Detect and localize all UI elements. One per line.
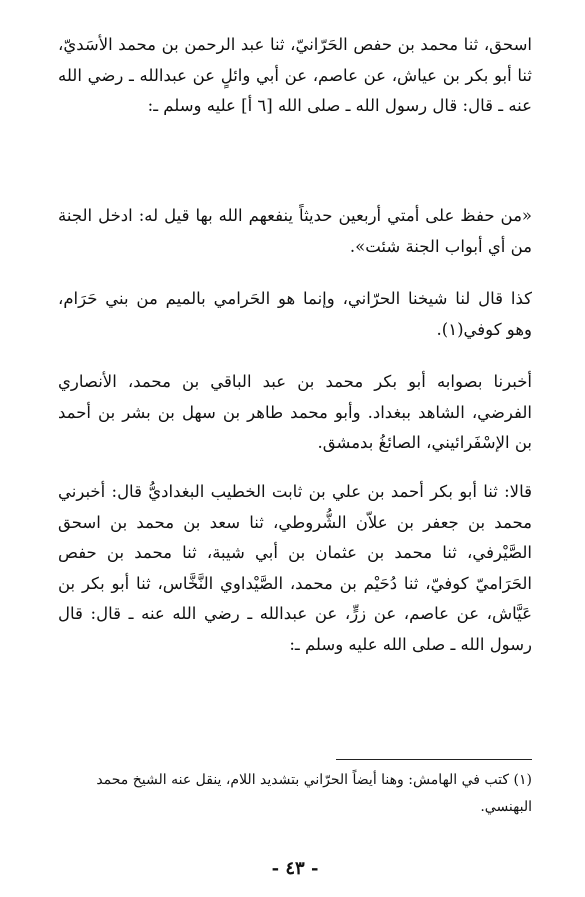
footnote: (١) كتب في الهامش: وهنا أيضاً الحرّاني بتشديد اللام، ينقل عنه الشيخ محمد البهنسي. [96, 772, 532, 815]
document-page [58, 22, 532, 882]
paragraph-hadith-text: «من حفظ على أمتي أربعين حديثاً ينفعهم الله بها قيل له: ادخل الجنة من أي أبواب الجنة شئت». [58, 206, 532, 256]
paragraph-isnad-3: قالا: ثنا أبو بكر أحمد بن علي بن ثابت الخطيب البغداديُّ قال: أخبرني محمد بن جعفر بن علاّن الشُّروطي، ثنا سعد بن محمد بن اسحق الصَّيْرفي، ثنا محمد بن عثمان بن أبي شيبة، ثنا محمد بن حفص الحَرَاميّ كوفيّ، ثنا دُحَيْم بن محمد، الصَّيْداوي النَّخَّاس، ثنا أبو بكر بن عَيَّاش، عن عاصم، عن زرٍّ، عن عبدالله ـ رضي الله عنه ـ قال: قال رسول الله ـ صلى الله عليه وسلم ـ: [58, 482, 532, 654]
paragraph-correction-note: كذا قال لنا شيخنا الحرّاني، وإنما هو الحَرامي بالميم من بني حَرَام، وهو كوفي(١). [58, 289, 532, 339]
paragraph-isnad-2: أخبرنا بصوابه أبو بكر محمد بن عبد الباقي بن محمد، الأنصاري الفرضي، الشاهد ببغداد. وأبو محمد طاهر بن سهل بن بشر بن أحمد بن الإسْفَرائيني، الصائغُ بدمشق. [58, 372, 532, 452]
page-number: - ٤٣ - [271, 858, 319, 879]
paragraph-isnad-1: اسحق، ثنا محمد بن حفص الحَرّانيّ، ثنا عبد الرحمن بن محمد الأسَديّ، ثنا أبو بكر بن عياش، عن عاصم، عن أبي وائلٍ عن عبدالله ـ رضي الله عنه ـ قال: قال رسول الله ـ صلى الله [٦ أ] عليه وسلم ـ: [58, 35, 532, 115]
footnote-divider [336, 759, 532, 760]
